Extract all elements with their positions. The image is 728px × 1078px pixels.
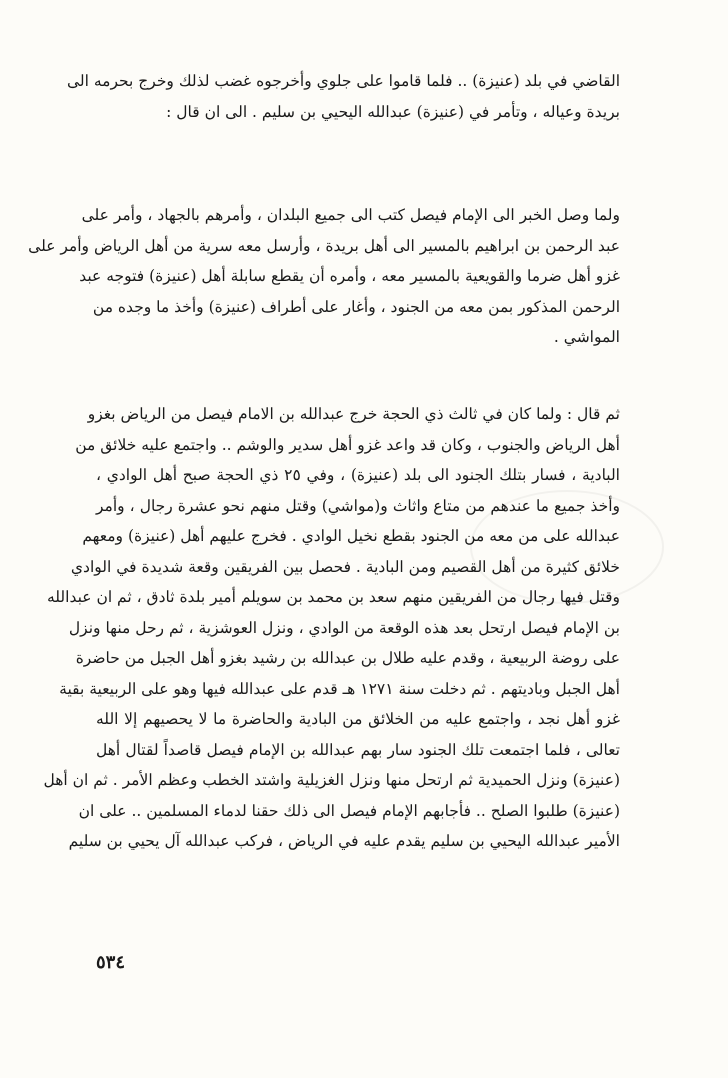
page-number: ٥٣٤ [96, 952, 126, 973]
text-line: وقتل فيها رجال من الفريقين منهم سعد بن محمد بن سويلم أمير بلدة ثادق ، ثم ان عبدالله [46, 588, 620, 606]
text-line: ثم قال : ولما كان في ثالث ذي الحجة خرج عبدالله بن الامام فيصل من الرياض بغزو [87, 405, 620, 423]
text-line: عبد الرحمن بن ابراهيم بالمسير الى أهل بريدة ، وأرسل معه سرية من أهل الرياض وأمر على [28, 236, 620, 255]
text-line: ولما وصل الخبر الى الإمام فيصل كتب الى جميع البلدان ، وأمرهم بالجهاد ، وأمر على [81, 206, 620, 224]
text-line: على روضة الربيعية ، وقدم عليه طلال بن عبدالله بن رشيد بغزو أهل الجبل من حاضرة [75, 649, 620, 667]
paragraph-2 [28, 200, 620, 353]
text-line: القاضي في بلد (عنيزة) .. فلما قاموا على جلوي وأخرجوه غضب لذلك وخرج بحرمه الى [66, 72, 620, 90]
text-line: غزو أهل نجد ، واجتمع عليه من الخلائق من البادية والحاضرة ما لا يحصيهم إلا الله [96, 710, 620, 728]
text-line: بريدة وعياله ، وتأمر في (عنيزة) عبدالله اليحيي بن سليم . الى ان قال : [166, 102, 620, 121]
text-line: خلائق كثيرة من أهل القصيم ومن البادية . فحصل بين الفريقين وقعة شديدة في الوادي [70, 557, 620, 576]
text-line: أهل الجبل وباديتهم . ثم دخلت سنة ١٢٧١ هـ قدم على عبدالله فيها وهو على الربيعية بقية [59, 679, 620, 698]
paragraph-1 [66, 66, 620, 127]
text-line: عبدالله على من معه من الجنود بقطع نخيل الوادي . فخرج عليهم أهل (عنيزة) ومعهم [82, 527, 620, 545]
text-line: المواشي . [553, 328, 620, 346]
text-line: (عنيزة) ونزل الحميدية ثم ارتحل منها ونزل الغزيلية واشتد الخطب وعظم الأمر . ثم ان أهل [43, 771, 620, 789]
text-line: وأخذ جميع ما عندهم من متاع واثاث و(مواشي) وقتل منهم نحو عشرة رجال ، وأمر [96, 496, 620, 515]
text-line: أهل الرياض والجنوب ، وكان قد واعد غزو أهل سدير والوشم .. واجتمع عليه خلائق من [75, 435, 620, 454]
text-line: (عنيزة) طلبوا الصلح .. فأجابهم الإمام فيصل الى ذلك حقنا لدماء المسلمين .. على ان [78, 801, 620, 820]
text-line: بن الإمام فيصل ارتحل بعد هذه الوقعة من الوادي ، ونزل العوشزية ، ثم رحل منها ونزل [68, 618, 620, 637]
text-line: تعالى ، فلما اجتمعت تلك الجنود سار بهم عبدالله بن الإمام فيصل قاصداً لقتال أهل [96, 740, 620, 759]
text-line: غزو أهل ضرما والقويعية بالمسير معه ، وأمره أن يقطع سابلة أهل (عنيزة) فتوجه عبد [79, 267, 620, 285]
text-line: الأمير عبدالله اليحيي بن سليم يقدم عليه في الرياض ، فركب عبدالله آل يحيي بن سليم [68, 832, 620, 850]
text-line: البادية ، فسار بتلك الجنود الى بلد (عنيزة) ، وفي ٢٥ ذي الحجة صبح أهل الوادي ، [96, 466, 620, 484]
paragraph-3 [43, 399, 620, 857]
text-line: الرحمن المذكور بمن معه من الجنود ، وأغار على أطراف (عنيزة) وأخذ ما وجده من [92, 297, 620, 316]
